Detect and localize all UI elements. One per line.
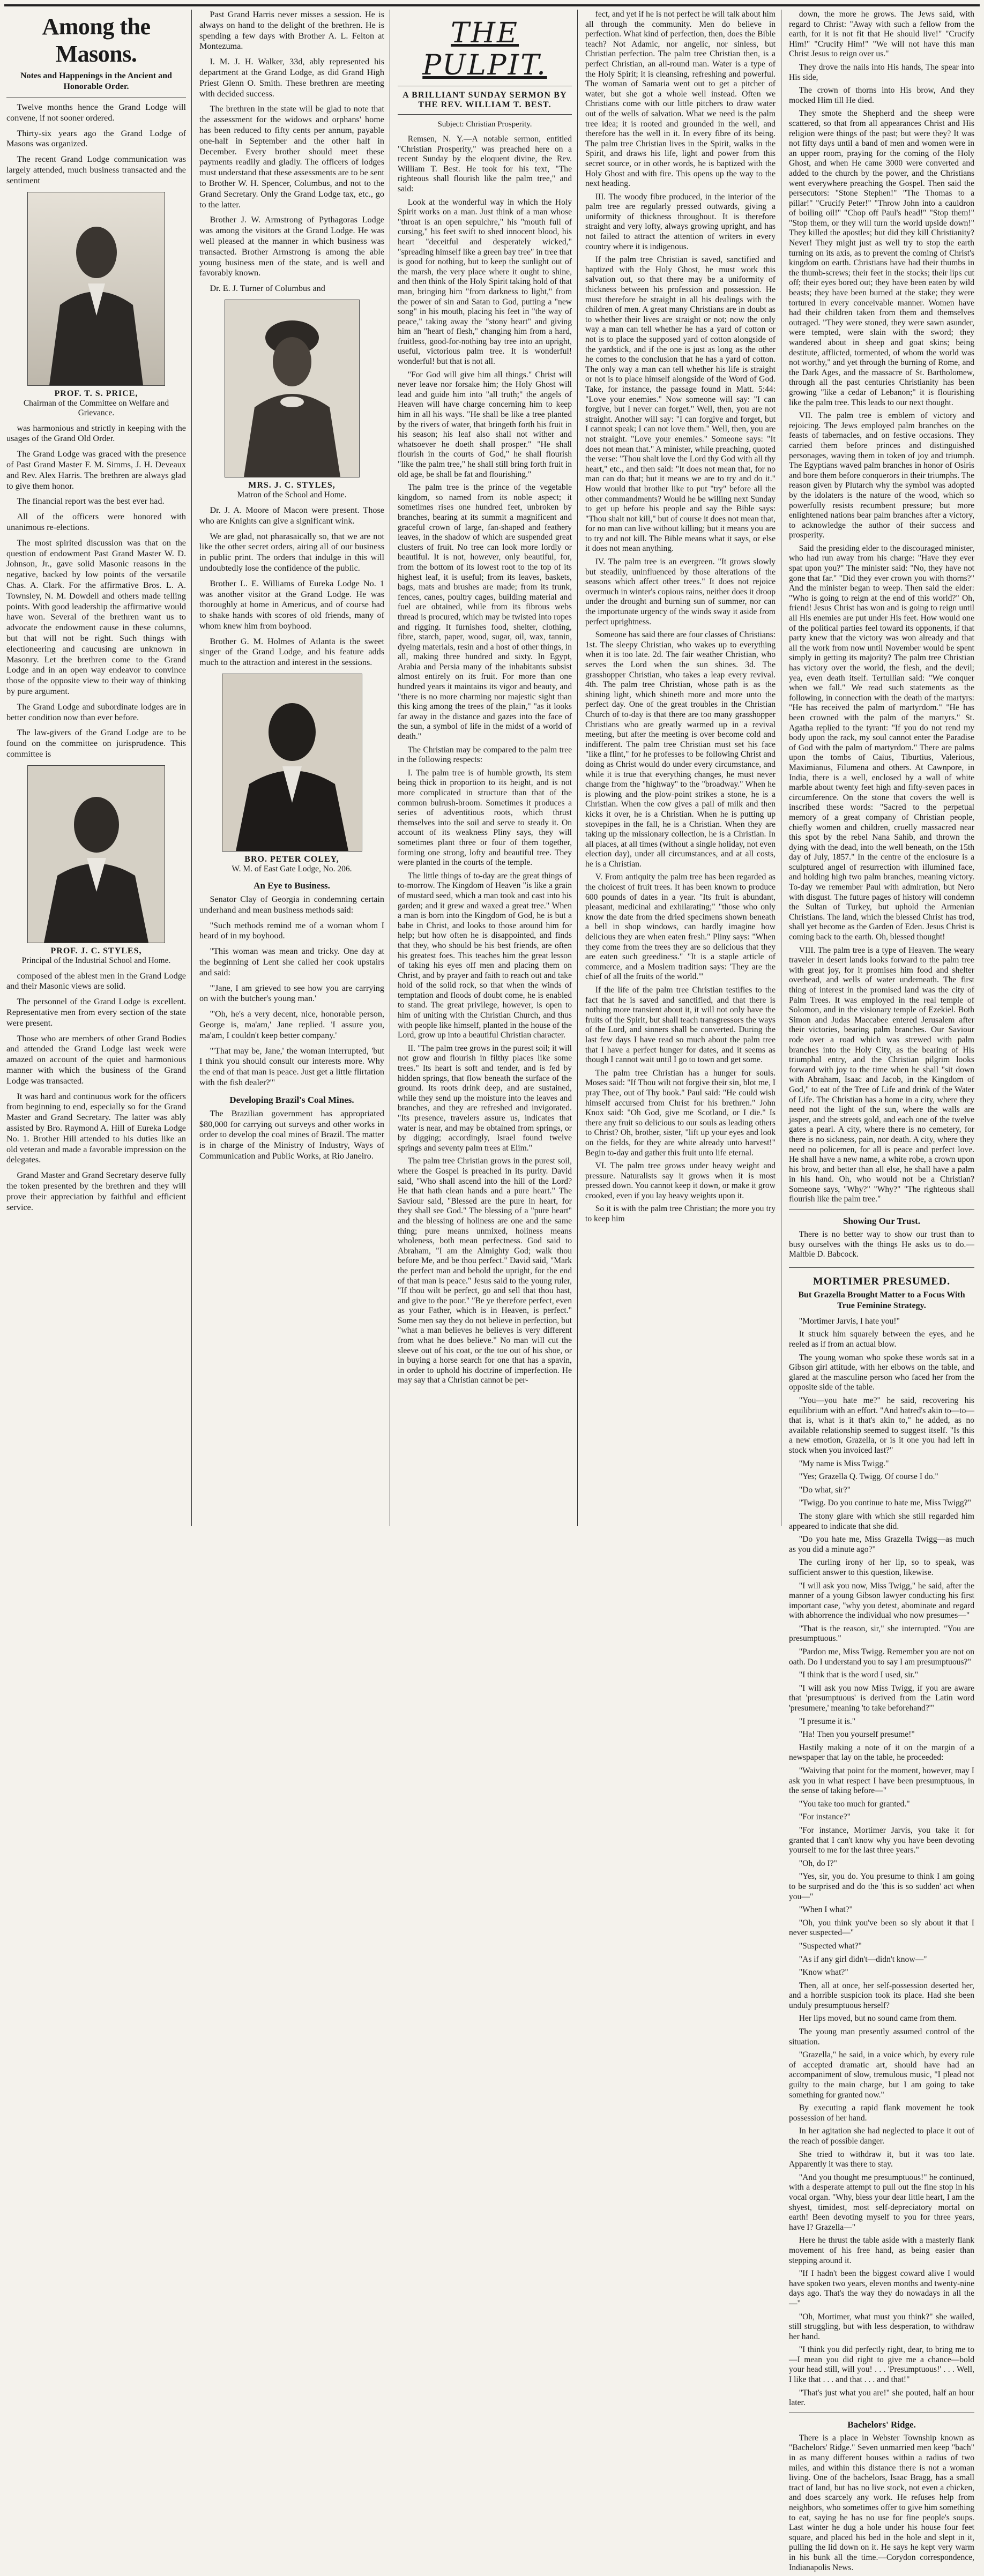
- paragraph: was harmonious and strictly in keeping with the usages of the Grand Old Order.: [6, 423, 186, 444]
- paragraph: "Ha! Then you yourself presume!": [799, 1730, 915, 1739]
- paragraph: "Oh, you think you've been so sly about it that I never suspected—": [789, 1918, 974, 1938]
- paragraph: They smote the Shepherd and the sheep were scattered, so that from all appearances Christ and His religion were things of the past; but were they? It was not fifty days until a band of men and women were in an upper room, praying for the coming of the Holy Ghost, and when He came 3000 were converted and added to the church by the power, and the Christians went everywhere preaching the Gospel. Then said the persecutors: "Stone Stephen!" "The Thomas to a pillar!" "Crucify Peter!" "Throw John into a cauldron of boiling oil!" "Chop off Paul's head!" "Stop them!" "Stop them, or they will turn the world upside down!" They killed the apostles; but did they kill Christianity? Never! They might just as well try to stop the earth turning on its axis, as to prevent the coming of Christ's kingdom on earth. Christians have had their thumbs in the thumb-screws; their feet in the stocks; their lips cut off; their eyes bored out; they have been eaten by wild beasts; they have been burned at the stake; they were tortured in every conceivable manner. Women have had their children taken from them and themselves outraged. "They were stoned, they were sawn asunder, were tempted, were slain with the sword; they wandered about in sheep and goat skins; being destitute, afflicted, tormented, of whom the world was not worthy," and yet through the burning of Rome, and the Dark Ages, and the massacre of St. Bartholomew, through all the past centuries Christianity has been growing "like a cedar of Lebanon;" it is flourishing like the palm tree. This leads to our next thought.: [789, 109, 974, 407]
- paragraph: The Christian may be compared to the palm tree in the following respects:: [398, 745, 572, 765]
- caption-name: MRS. J. C. STYLES,: [248, 480, 336, 490]
- paragraph: "For God will give him all things." Christ will never leave nor forsake him; the Holy Ghost will lead and guide him into "all truth;" the angels of Heaven will have charge concerning him to keep him in all his ways. "He shall be like a tree planted by the rivers of water, that bringeth forth his fruit in his season; his leaf also shall not wither and whatsoever he doeth shall prosper." "He shall flourish in the courts of God," he shall flourish "like the palm tree," he shall still bring forth fruit in old age, be shall be fat and flourishing.": [398, 370, 572, 479]
- paragraph: "I think you did perfectly right, dear, to bring me to—I mean you did right to give me a chance—bold your head still, will you! . . . 'Presumptuous!' . . . Well, I like that . . . and that . . . and that!": [789, 2345, 974, 2385]
- photo-styles-caption: [6, 946, 186, 966]
- columns-container: [4, 10, 980, 2572]
- brazil-heading: Developing Brazil's Coal Mines.: [229, 1094, 354, 1105]
- paragraph: VII. The palm tree is emblem of victory and rejoicing. The Jews employed palm branches on the feasts of tabernacles, and on festive occasions. They carried them before princes and distinguished personages, waving them in token of joy and triumph. The Egyptians waved palm branches in honor of Osiris and bore them before conquerors in their triumphs. The reason given by Plutarch why the symbol was adopted by the idolaters is the nature of the wood, which so powerfully resists recumbent pressure; but more enlightened nations bear palm branches after a victory, to acknowledge the author of their success and prosperity.: [789, 411, 974, 540]
- paragraph: Look at the wonderful way in which the Holy Spirit works on a man. Just think of a man whose "throat is an open sepulchre," his "mouth full of cursing," his feet swift to shed innocent blood, his heart "deceitful and desperately wicked," "spreading himself like a green bay tree" in tree that is good for nothing, but to keep the sunlight out of the marsh, the very place where it ought to shine, and then think of the Holy Spirit taking hold of that man, bringing him "from darkness to light," from the power of sin and Satan to God, putting a "new song" in his mouth, placing his feet in "the way of peace," taking away the "stony heart" and giving him an "heart of flesh," changing him from a hard, fruitless, good-for-nothing bay tree into an upright, useful, victorious palm tree. It is wonderful! wonderful! but that is not all.: [398, 197, 572, 367]
- paragraph: The brethren in the state will be glad to note that the assessment for the widows and orphans' home has been reduced to fifty cents per annum, payable one-half in September and the other half in December. Every brother should meet these payments readily and gladly. The officers of lodges must understand that these assessments are to be sent to Brother W. H. Spencer, Columbus, and not to the Grand Secretary. Only the Grand Lodge tax, etc., go to the latter.: [199, 104, 384, 210]
- paragraph: Brother G. M. Holmes of Atlanta is the sweet singer of the Grand Lodge, and his feature adds much to the attraction and interest in the sessions.: [199, 636, 384, 668]
- paragraph: All of the officers were honored with unanimous re-elections.: [6, 512, 186, 532]
- paragraph: Then, all at once, her self-possession deserted her, and a horrible suspicion took its place. Had she been unduly presumptuous herself?: [789, 1981, 974, 2010]
- paragraph: VI. The palm tree grows under heavy weight and pressure. Naturalists say it grows when it is most pressed down. You cannot keep it down, or make it grow crooked, even if you lay heavy weights upon it.: [585, 1161, 776, 1200]
- paragraph: "Twigg. Do you continue to hate me, Miss Twigg?": [799, 1498, 971, 1508]
- paragraph: The palm tree is the prince of the vegetable kingdom, so named from its noble aspect; it sometimes rises one hundred feet, unbroken by branches, bearing at its summit a magnificent and graceful crown of large, fan-shaped and feathery leaves, in the shadow of which are suspended great clusters of fruit. No tree can look more lordly or beautiful. It is not, however, only beautiful, for, from the bottom of its lowest root to the top of its highest leaf, it is useful; from its leaves, baskets, bags, mats and brushes are made; from its trunk, fences, canes, poultry cages, building material and fuel are obtained, while from its fibrous webs thread is procured, which may be twisted into ropes and rigging. It furnishes food, shelter, clothing, fibre, starch, paper, wood, sugar, oil, wax, tannin, dyeing materials, resin and a host of other things, in all, making three hundred and sixty. In Egypt, Arabia and Persia many of the inhabitants subsist almost entirely on its fruit. For more than one hundred years it maintains its vigor and beauty, and "there is no more charming nor majestic sight than this king among the trees of the plain," "as it looks far away in the distance and gazes into the face of the sun, a symbol of life in the midst of a world of death.": [398, 483, 572, 742]
- paragraph: The palm tree Christian grows in the purest soil, where the Gospel is preached in its purity. David said, "Who shall ascend into the hill of the Lord? He that hath clean hands and a pure heart." The Saviour said, "Blessed are the pure in heart, for they shall see God." The blessing of a "pure heart" and the blessing of holiness are one and the same thing; pure means unmixed, holiness means wholeness, both mean perfectness. God said to Abraham, "I am the Almighty God; walk thou before Me, and be thou perfect." David said, "Mark the perfect man and behold the upright, for the end of that man is peace." Jesus said to the young ruler, "If thou wilt be perfect, go and sell that thou hast, and give to the poor." "Be ye therefore perfect, even as your Father, which is in Heaven, is perfect." Some men say they do not believe in perfection, but "what a man believes he believes is very different from what he does believe." No man will cut the sleeve out of his coat, or the toe out of his shoe, or in buying a horse search for one that has a spavin, in order to uphold his doctrine of imperfection. He may say that a Christian cannot be per-: [398, 1156, 572, 1385]
- caption-name: BRO. PETER COLEY,: [244, 855, 339, 864]
- paragraph: In her agitation she had neglected to place it out of the reach of possible danger.: [789, 2126, 974, 2146]
- pulpit-title: THE PULPIT.: [422, 17, 547, 81]
- paragraph: The curling irony of her lip, so to speak, was sufficient answer to this question, likewise.: [789, 1558, 974, 1577]
- caption-name: PROF. J. C. STYLES,: [50, 946, 142, 955]
- photo-mrs-styles-box: [199, 300, 384, 477]
- paragraph: III. The woody fibre produced, in the interior of the palm tree are regularly pressed outwards, giving a uniformity of thickness throughout. It is therefore straight and very lofty, always growing upright, and has not failed to attract the attention of writers in every country where it is indigenous.: [585, 192, 776, 251]
- showing-trust-heading: Showing Our Trust.: [843, 1216, 921, 1227]
- paragraph: The little things of to-day are the great things of to-morrow. The Kingdom of Heaven "is like a grain of mustard seed, which a man took and cast into his garden; and it grew and waxed a great tree." When a man is born into the Kingdom of God, he is but a babe in Christ, and looks to those around him for help; but how often he is disappointed, and finds that they, who should be his best friends, are often his greatest foes. This teaches him the great lesson of taking his eyes off men and placing them on Christ, and by prayer and faith to reach out and take hold of the solid rock, so that when the winds of temptation and floods of doubt come, he is enabled to stand. The great privilege, however, is open to him of uniting with the Christian Church, and thus with people like himself, planted in the house of the Lord, grow up into a beautiful Christian character.: [398, 871, 572, 1040]
- paragraph: She tried to withdraw it, but it was too late. Apparently it was there to stay.: [789, 2149, 974, 2169]
- mortimer-title: MORTIMER PRESUMED.: [812, 1275, 951, 1287]
- paragraph: If the life of the palm tree Christian testifies to the fact that he is saved and sanctified, and that there is nothing more transient about it, it will not only have the fruits of the Spirit, but shall teach transgressors the ways of the Lord, and sinners shall be converted. During the last few days I have read so much about the palm tree that I have a perfect hunger for dates, and it seems as though I cannot wait until I go to town and get some.: [585, 985, 776, 1065]
- caption-title: W. M. of East Gate Lodge, No. 206.: [232, 864, 352, 874]
- paragraph: We are glad, not pharasaically so, that we are not like the other secret orders, airing all of our business in public print. The orders that indulge in this will undoubtedly lose the confidence of the public.: [199, 531, 384, 573]
- paragraph: "Such methods remind me of a woman whom I heard of in my boyhood.: [199, 920, 384, 941]
- paragraph: It was hard and continuous work for the officers from beginning to end, especially so for the Grand Master and Grand Secretary. The latter was ably assisted by Bro. Raymond A. Hill of Eureka Lodge No. 1. Brother Hill attended to his duties like an old veteran and made a favorable impression on the delegates.: [6, 1091, 186, 1165]
- paragraph: "Yes; Grazella Q. Twigg. Of course I do.": [799, 1472, 938, 1482]
- paragraph: Senator Clay of Georgia in condemning certain underhand and mean business methods said:: [199, 894, 384, 915]
- paragraph: Hastily making a note of it on the margin of a newspaper that lay on the table, he proceeded:: [789, 1743, 974, 1763]
- paragraph: So it is with the palm tree Christian; the more you try to keep him: [585, 1204, 776, 1224]
- paragraph: down, the more he grows. The Jews said, with regard to Christ: "Away with such a fellow from the earth, for it is not fit that He should live!" "Crucify Him!" "Crucify Him!" "We will not have this man Christ Jesus to reign over us.": [789, 10, 974, 59]
- paragraph: If the palm tree Christian is saved, sanctified and baptized with the Holy Ghost, he must work this salvation out, so that there may be a uniformity of thickness between his profession and possession. He must therefore be straight in all his dealings with the children of men. A great many Christians are in doubt as to whether their lives are straight or not; now the only way a man can tell whether he has a yard of cotton or not is to place the supposed yard of cotton alongside of the yardstick, and if the one is just as long as the other he comes to the conclusion that he has a yard of cotton. The only way a man can tell whether his life is straight or not is to place himself alongside of the Word of God. Take, for instance, the passage found in Matt. 5:44: "Love your enemies." Now someone will say: "I can forgive, but I never can forget." Well, then, you are not straight. Another will say: "I can forgive and forget, but I cannot speak; I can not love them." Well, then, you are not straight. "Love your enemies." Someone says: "It does not mean that." A minister, while preaching, quoted the verse: "Thou shalt love the Lord thy God with all thy heart," etc., and then said: "It does not mean that, for no man can do that; but it means we are to try and do it." How would that brother like to put "try" before all the other commandments? Would he be willing next Sunday to get up before his people and say the Bible says: "Thou shalt not kill," but of course it does not mean that, for no man can live without killing; but it means you are to try and not kill. The Bible means what it says, or else it does not mean anything.: [585, 255, 776, 554]
- paragraph: "I will ask you now Miss Twigg, if you are aware that 'presumptuous' is derived from the Latin word 'presumere,' meaning 'to take beforehand?'": [789, 1683, 974, 1713]
- portrait-photo-mrs-styles: [225, 300, 360, 477]
- paragraph: The stony glare with which she still regarded him appeared to indicate that she did.: [789, 1511, 974, 1531]
- paragraph: I. M. J. H. Walker, 33d, ably represented his department at the Grand Lodge, as did Grand High Priest Glenn O. Smith. These brethren are meeting with decided success.: [199, 57, 384, 99]
- paragraph: "I will ask you now, Miss Twigg," he said, after the manner of a young Gibson lawyer conducting his first important case, "why you detest, abominate and regard with abhorrence the individual who now presumes—": [789, 1581, 974, 1621]
- paragraph: "And you thought me presumptuous!" he continued, with a desperate attempt to pull out the fine stop in his vocal organ. "Why, bless your dear little heart, I am the shyest, timidest, most self-depreciatory mortal on earth! Been devoting myself to you for three years, have I? Grazella—": [789, 2172, 974, 2232]
- paragraph: "Suspected what?": [799, 1941, 862, 1951]
- paragraph: Grand Master and Grand Secretary deserve fully the token presented by the brethren and they will prove their appreciation by faithful and efficient service.: [6, 1170, 186, 1212]
- paragraph: It struck him squarely between the eyes, and he reeled as if from an actual blow.: [789, 1330, 974, 1349]
- paragraph: The young woman who spoke these words sat in a Gibson girl attitude, with her elbows on the table, and glared at the masculine person who faced her from the opposite side of the table.: [789, 1353, 974, 1392]
- right-column-stack: [789, 10, 974, 2576]
- paragraph: Brother L. E. Williams of Eureka Lodge No. 1 was another visitor at the Grand Lodge. He was thoroughly at home in Americus, and of course had to shake hands with scores of old friends, many of whom knew him from boyhood.: [199, 578, 384, 631]
- masons-headline: Among the Masons.: [42, 13, 151, 67]
- mortimer-deck: But Grazella Brought Matter to a Focus With True Feminine Strategy.: [798, 1290, 965, 1310]
- paragraph: Here he thrust the table aside with a masterly flank movement of his free hand, as being easier than stepping around it.: [789, 2236, 974, 2265]
- paragraph: II. "The palm tree grows in the purest soil; it will not grow and flourish in filthy places like some trees." Its heart is soft and tender, and is fed by hidden springs, that flow beneath the surface of the ground. Its roots drink deep, and are sustained, while they send up the moisture into the leaves and branches, and they are refreshed and invigorated. "Its presence, travelers assure us, indicates that water is near, and may be obtained from springs, or by digging; accordingly, Israel found twelve springs and seventy palm trees at Elim.": [398, 1043, 572, 1153]
- paragraph: composed of the ablest men in the Grand Lodge and their Masonic views are solid.: [6, 970, 186, 991]
- paragraph: "That's just what you are!" she pouted, half an hour later.: [789, 2388, 974, 2408]
- paragraph: The law-givers of the Grand Lodge are to be found on the committee on jurisprudence. This committee is: [6, 728, 186, 759]
- caption-name: PROF. T. S. PRICE,: [54, 389, 138, 398]
- portrait-photo-coley: [222, 674, 362, 852]
- paragraph: There is a place in Webster Township known as "Bachelors' Ridge." Seven unmarried men keep "bach" in as many different houses within a radius of two miles, and within this distance there is not a woman living. One of the bachelors, Isaac Bragg, has a small tract of land, but has no live stock, not even a chicken, and does scarcely any work. He refuses help from neighbors, who sometimes offer to give him something to eat, saying he has no use for fine people's soups. Last winter he dug a hole under his house four feet square, and placed his bed in the hole and slept in it, pulling the lid down on it. He says he kept very warm in his bunk all the time.—Corydon correspondence, Indianapolis News.: [789, 2433, 974, 2572]
- divider: [789, 1267, 974, 1268]
- paragraph: The young man presently assumed control of the situation.: [789, 2027, 974, 2047]
- paragraph: "Oh, do I?": [799, 1858, 837, 1868]
- paragraph: Those who are members of other Grand Bodies and attended the Grand Lodge last week were amazed on account of the quiet and harmonious manner with which the business of the Grand Lodge was transacted.: [6, 1033, 186, 1086]
- paragraph: fect, and yet if he is not perfect he will talk about him all through the community. Men do believe in perfection. What kind of perfection, then, does the Bible teach? Not Adamic, nor angelic, nor sinless, but Christian perfection. The palm tree Christian then, is a perfect Christian, an all-round man. Water is a type of the Holy Spirit; it is cleansing, refreshing and powerful. The woman of Samaria went out to get a pitcher of water, but she got a whole well instead. Often we Christians come with our little pitchers to draw water out of the wells of salvation. What we need is the palm tree idea; it is rooted and grounded in the well, and therefore has the well in it. In every fibre of its being. The palm tree Christian lives in the Spirit, walks in the Spirit, and draws his life, light and power from this secret source, or in other words, he is baptized with the Holy Ghost and with fire. This opens up the way to the next heading.: [585, 10, 776, 189]
- column-masons-left: [4, 10, 192, 1526]
- paragraph: Said the presiding elder to the discouraged minister, who had run away from his charge: "Have they ever spat upon you?" The minister said: "No, they have not gone that far." "Did they ever crown you with thorns?" And the minister began to weep. Then said the elder: "Who is going to reign at the end of this world?" Oh, friend! Jesus Christ has won and is going to reign until all His enemies are put under His feet. How would one of the political parties feel toward its opponents, if that party knew that the victory was won already and that all the work from now until November would be spent simply in getting its majority? The palm tree Christian has victory over the world, the flesh, and the devil; yea, even death itself. Tertullian said: "We conquer when we fall." We read such statements as the following, in connection with the death of the martyrs: "He has received the palm of martyrdom." "He has been crowned with the palm of the martyrs." St. Agatha replied to the tyrant: "If you do not rend my body upon the rack, my soul cannot enter the Paradise of God with the palm of martyrdom." There are palms upon the tombs of Caius, Tiburtius, Valerious, Maximianus, Filumena and others. At Cawnpore, in India, there is a well, enclosed by a wall of white marble about twenty feet high and fifty-seven paces in circumference. On the stone that covers the well is inscribed these words: "Sacred to the perpetual memory of a great company of Christian people, chiefly women and children, cruelly massacred near this spot by the rebel Nana Sahib, and thrown the dying with the dead, into the well beneath, on the 15th day of July, 1857." In the centre of the enclosure is a sculptured angel of resurrection with illumined face, and holding high two palm branches, meaning victory. To-day we remember Paul with admiration, but Nero with disgust. The future pages of history will condemn the Sultan of Turkey, but uphold the Armenian Christians. The land, which the blessed Christ has trod, shall yet become as the Garden of Eden. Jesus Christ is coming back to the earth. Oh, blessed thought!: [789, 543, 974, 942]
- paragraph: "Yes, sir, you do. You presume to think I am going to be surprised and do the 'this is so sudden' act when you—": [789, 1872, 974, 1901]
- paragraph: "Waiving that point for the moment, however, may I ask you in what respect I have been presumptuous, in the sense of taking before—": [789, 1766, 974, 1796]
- photo-price-caption: [6, 389, 186, 418]
- paragraph: VIII. The palm tree is a type of Heaven. The weary traveler in desert lands looks forward to the palm tree with great joy, for it promises him food and shelter overhead, and wells of water underneath. The first thing of interest in the promised land was the city of Palm Trees. It was employed in the real temple of Solomon, and in the visionary temple of Ezekiel. Both Simon and Judas Maccabee entered Jerusalem after their victories, bearing palm branches. Our Saviour rode over a road which was strewed with palm branches into the Holy City, as the bearing of His triumphal entry, and the Christian pilgrim looks forward with joy to the time when he shall "sit down with Abraham, Isaac and Jacob, in the Kingdom of God," to eat of the Tree of Life and drink of the Water of Life. The Christian has a home in a city, where they need not the light of the sun, where the walls are jasper, and the streets gold, and each one of the twelve gates a pearl. A city, where there is no cemetery, for there is no sickness, pain, nor death. A city, where they need no policemen, for all is peace and perfect love. He shall have a new name, a white robe, a crown upon his brow, and better than all else, he shall have a palm in his hand. Oh, who would not be a Christian? Someone says, "Why?" "Why?" "The righteous shall flourish like the palm tree.": [789, 945, 974, 1204]
- paragraph: The Brazilian government has appropriated $80,000 for carrying out surveys and other works in order to develop the coal mines of Brazil. The matter is in charge of the Ministry of Industry, Ways of Communication and Public Works, at Rio Janeiro.: [199, 1108, 384, 1161]
- paragraph: Brother J. W. Armstrong of Pythagoras Lodge was among the visitors at the Grand Lodge. He was well pleased at the manner in which business was transacted. Brother Armstrong is among the able young business men of the state, and is well and favorably known.: [199, 215, 384, 278]
- paragraph: The personnel of the Grand Lodge is excellent. Representative men from every section of the state were present.: [6, 997, 186, 1028]
- paragraph: "This woman was mean and tricky. One day at the beginning of Lent she called her cook upstairs and said:: [199, 946, 384, 977]
- mortimer-story: [789, 1272, 974, 2576]
- paragraph: IV. The palm tree is an evergreen. "It grows slowly but steadily, uninfluenced by those alterations of the seasons which affect other trees." It does not rejoice overmuch in winter's copious rains, neither does it droop under the drought and burning sun of summer, nor can the importunate urgency of the winds sway it aside from perfect uprightness.: [585, 557, 776, 626]
- caption-title: Principal of the Industrial School and Home.: [21, 955, 171, 965]
- photo-mrs-styles-caption: [199, 481, 384, 500]
- paragraph: "For instance, Mortimer Jarvis, you take it for granted that I can't know why you have been devoting yourself to me for the last three years.": [789, 1825, 974, 1855]
- paragraph: Dr. E. J. Turner of Columbus and: [210, 283, 325, 294]
- paragraph: The recent Grand Lodge communication was largely attended, much business transacted and the sentiment: [6, 154, 186, 185]
- divider: [398, 114, 572, 115]
- portrait-photo-price: [27, 192, 165, 386]
- paragraph: "Know what?": [799, 1968, 848, 1977]
- sermon-subject: Subject: Christian Prosperity.: [437, 120, 532, 129]
- top-border-rule: [4, 4, 980, 6]
- paragraph: V. From antiquity the palm tree has been regarded as the choicest of fruit trees. It has been known to produce 600 pounds of dates in a year. "Its fruit is abundant, pleasant, medicinal and exhilarating;" "those who only know the date from the dried specimens shown beneath a bell in shop windows, can hardly imagine how delicious they are when eaten fresh." Pliny says: "When they come from the trees they are so delicious that they are eaten such greediness." "It is a staple article of commerce, and a Moslem tradition says: 'They are the chief of all the fruits of the world.'": [585, 872, 776, 982]
- paragraph: "Do what, sir?": [799, 1485, 851, 1495]
- paragraph: "Grazella," he said, in a voice which, by every rule of accepted dramatic art, should have had an accompaniment of slow, tremulous music, "I plead not guilty to the main charge, but I am going to take something for granted now.": [789, 2050, 974, 2100]
- paragraph: Past Grand Harris never misses a session. He is always on hand to the delight of the brethren. He is spending a few days with Brother A. L. Felton at Montezuma.: [199, 10, 384, 51]
- paragraph: "That is the reason, sir," she interrupted. "You are presumptuous.": [789, 1624, 974, 1644]
- paragraph: The financial report was the best ever had.: [17, 496, 165, 506]
- paragraph: "For instance?": [799, 1812, 851, 1822]
- photo-coley-caption: [199, 855, 384, 874]
- paragraph: The crown of thorns into His brow, And they mocked Him till He died.: [789, 86, 974, 105]
- photo-styles-box: [6, 765, 186, 943]
- paragraph: "I presume it is.": [799, 1716, 856, 1726]
- paragraph: "You take too much for granted.": [799, 1799, 910, 1809]
- masons-deck: Notes and Happenings in the Ancient and Honorable Order.: [20, 71, 172, 91]
- paragraph: I. The palm tree is of humble growth, its stem being thick in proportion to its height, and is not more complicated in structure than that of the common bulrush-broom. Sometimes it produces a series of adventitious roots, which thrust themselves into the soil and serve to steady it. On account of its weakness Pliny says, they will sometimes plant three or four of them together, forming one strong, lofty and beautiful tree. They were planted in the courts of the temple.: [398, 768, 572, 868]
- caption-title: Matron of the School and Home.: [237, 490, 347, 499]
- paragraph: "'That may be, Jane,' the woman interrupted, 'but I think you should consult our interests more. Why the end of that man is peace. Just get a little flirtation with the fish dealer?'": [199, 1046, 384, 1088]
- paragraph: "I think that is the word I used, sir.": [799, 1670, 919, 1680]
- paragraph: "My name is Miss Twigg.": [799, 1459, 889, 1468]
- paragraph: "As if any girl didn't—didn't know—": [799, 1954, 927, 1964]
- photo-price-box: [6, 192, 186, 386]
- column-pulpit-continued: [583, 10, 781, 1526]
- paragraph: They drove the nails into His hands, The spear into His side,: [789, 62, 974, 82]
- paragraph: Her lips moved, but no sound came from them.: [799, 2014, 957, 2024]
- portrait-photo-styles: [27, 765, 165, 943]
- paragraph: The Grand Lodge and subordinate lodges are in better condition now than ever before.: [6, 701, 186, 722]
- paragraph: The Grand Lodge was graced with the presence of Past Grand Master F. M. Simms, J. H. Deveaux and Rev. Alex Harris. The brethren are always glad to give them honor.: [6, 449, 186, 491]
- paragraph: "Pardon me, Miss Twigg. Remember you are not on oath. Do I understand you to say I am presumptuous?": [789, 1647, 974, 1667]
- paragraph: Dr. J. A. Moore of Macon were present. Those who are Knights can give a significant wink.: [199, 505, 384, 526]
- paragraph: The most spirited discussion was that on the question of endowment Past Grand Master W. D. Johnson, Jr., gave solid Masonic reasons in the negative, backed by low points of the versatile Chas. A. Clark. For the affirmative Bros. L. A. Townsley, N. M. Dowdell and others made telling points. With good leadership the affirmative would have won. Several of the brethren want us to advocate the endowment cause in these columns, but that will not be right. Such things with electioneering and caucusing are unknown in Masonry. Let the brethren come to the Grand Lodge and in an open way endeavor to convince those of the opposite view to their way of thinking by pure argument.: [6, 537, 186, 696]
- paragraph: Twelve months hence the Grand Lodge will convene, if not sooner ordered.: [6, 102, 186, 123]
- paragraph: "Oh, Mortimer, what must you think?" she wailed, still struggling, but with less desperation, to withdraw her hand.: [789, 2312, 974, 2341]
- paragraph: There is no better way to show our trust than to busy ourselves with the things He asks us to do.—Maltbie D. Babcock.: [789, 1230, 974, 1259]
- paragraph: By executing a rapid flank movement he took possession of her hand.: [789, 2103, 974, 2123]
- paragraph: Thirty-six years ago the Grand Lodge of Masons was organized.: [6, 128, 186, 149]
- paragraph: "'Oh, he's a very decent, nice, honorable person, George is, ma'am,' Jane replied. 'I assure you, ma'am, I couldn't keep better company.': [199, 1009, 384, 1040]
- bachelors-ridge-heading: Bachelors' Ridge.: [847, 2419, 916, 2430]
- column-right: [787, 10, 980, 2572]
- eye-business-heading: An Eye to Business.: [254, 880, 330, 891]
- paragraph: "If I hadn't been the biggest coward alive I would have spoken two years, eleven months and twenty-nine days ago. That's the way they do nowadays in all the—": [789, 2269, 974, 2308]
- paragraph: "You—you hate me?" he said, recovering his equilibrium with an effort. "And hatred's akin to—to—that is, what is it that's akin to," he added, as no available relationship seemed to suggest itself. "Is this a new emotion, Grazella, or is it one you had left in stock when you invoiced last?": [789, 1396, 974, 1455]
- paragraph: "Do you hate me, Miss Grazella Twigg—as much as you did a minute ago?": [789, 1535, 974, 1554]
- paragraph: Someone has said there are four classes of Christians: 1st. The sleepy Christian, who wakes up to everything when it is too late. 2d. The fair weather Christian, who serves the Lord when the sun shines. 3d. The grasshopper Christian, who takes a leap every revival. 4th. The palm tree Christian, whose path is as the shining light, which shineth more and more unto the perfect day. One of the great troubles in the Christian Church of to-day is that there are too many grasshopper Christians who are greatly warmed up in a revival meeting, but after the meeting is over become cold and indifferent. The palm tree Christian must set his face "like a flint," for he professes to be following Christ and doing as Christ would do under every circumstance, and while it is true that everything changes, he must never change from the "highway" to the "broadway." When he is plowing and the plow-point strikes a stone, he is a Christian. When the cow gives a pail of milk and then kicks it over, he is a Christian. When he is putting up stovepipes in the fall, he is a Christian. When they are taking up the missionary collection, he is a Christian. In all places, at all times (without a single holiday, not even election day), under all circumstances, and at all costs, he is a Christian.: [585, 630, 776, 869]
- pulpit-deck: A BRILLIANT SUNDAY SERMON BY THE REV. WILLIAM T. BEST.: [402, 91, 567, 109]
- paragraph: "When I what?": [799, 1905, 853, 1915]
- sermon-conclusion: [789, 10, 974, 1263]
- caption-title: Chairman of the Committee on Welfare and Grievance.: [23, 398, 169, 417]
- column-masons-right: [197, 10, 390, 1526]
- photo-coley-box: [199, 674, 384, 852]
- paragraph: Remsen, N. Y.—A notable sermon, entitled "Christian Prosperity," was preached here on a recent Sunday by the eloquent divine, the Rev. William T. Best. He took for his text, "The righteous shall flourish like the palm tree," and said:: [398, 135, 572, 193]
- paragraph: "Mortimer Jarvis, I hate you!": [799, 1316, 900, 1326]
- paragraph: "'Jane, I am grieved to see how you are carrying on with the butcher's young man.': [199, 983, 384, 1004]
- column-pulpit: [396, 10, 578, 1526]
- paragraph: The palm tree Christian has a hunger for souls. Moses said: "If Thou wilt not forgive their sin, blot me, I pray Thee, out of Thy book." Paul said: "He could wish himself accursed from Christ for his brethren." John Knox said: "Oh God, give me Scotland, or I die." Is there any fruit so delicious to our souls as leading others to Christ? Oh, brother, sister, "lift up your eyes and look on the fields, for they are white already unto harvest!" Begin to-day and gather this fruit unto life eternal.: [585, 1068, 776, 1158]
